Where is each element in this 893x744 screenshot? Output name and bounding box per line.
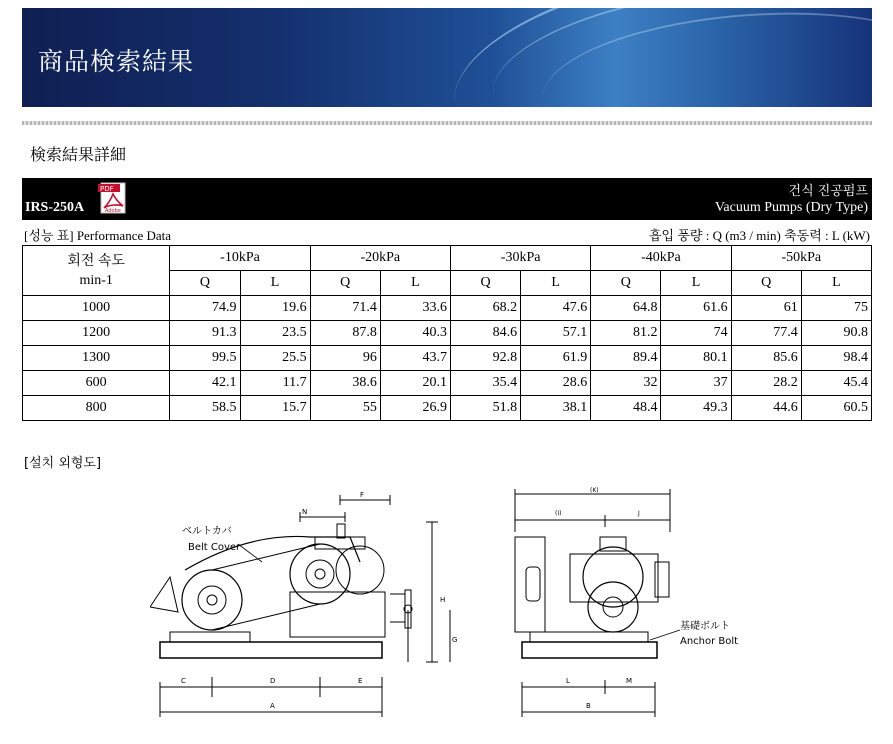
dim-j: J xyxy=(638,510,640,517)
dotted-divider xyxy=(22,121,872,125)
value-cell: 84.6 xyxy=(450,321,520,346)
product-model: IRS-250A xyxy=(25,200,85,215)
value-cell: 25.5 xyxy=(240,346,310,371)
value-cell: 37 xyxy=(661,371,731,396)
pressure-header: -40kPa xyxy=(591,246,731,271)
table-row xyxy=(23,296,872,321)
speed-header xyxy=(23,246,170,296)
value-cell: 96 xyxy=(310,346,380,371)
dim-a: A xyxy=(270,702,275,710)
l-header: L xyxy=(801,271,871,296)
side-view-drawing xyxy=(150,491,457,717)
speed-header-label: 회전 속도 xyxy=(67,253,125,269)
value-cell: 15.7 xyxy=(240,396,310,421)
dim-k: (K) xyxy=(590,487,599,494)
speed-cell: 600 xyxy=(23,371,170,396)
value-cell: 89.4 xyxy=(591,346,661,371)
value-cell: 35.4 xyxy=(450,371,520,396)
pressure-header: -50kPa xyxy=(731,246,871,271)
value-cell: 61.9 xyxy=(521,346,591,371)
dim-f: F xyxy=(360,491,365,499)
dim-h: H xyxy=(440,596,446,604)
value-cell: 68.2 xyxy=(450,296,520,321)
performance-title: [성능 표] Performance Data xyxy=(24,228,172,243)
speed-cell: 1200 xyxy=(23,321,170,346)
l-header: L xyxy=(380,271,450,296)
dim-d: D xyxy=(270,677,276,685)
l-header: L xyxy=(240,271,310,296)
value-cell: 80.1 xyxy=(661,346,731,371)
value-cell: 38.6 xyxy=(310,371,380,396)
q-header: Q xyxy=(450,271,520,296)
value-cell: 32 xyxy=(591,371,661,396)
value-cell: 98.4 xyxy=(801,346,871,371)
dim-m: M xyxy=(626,677,633,685)
value-cell: 55 xyxy=(310,396,380,421)
pdf-adobe-icon[interactable] xyxy=(98,182,128,214)
l-header: L xyxy=(661,271,731,296)
value-cell: 42.1 xyxy=(170,371,240,396)
value-cell: 61.6 xyxy=(661,296,731,321)
installation-drawing xyxy=(150,482,750,722)
adobe-label: Adobe xyxy=(105,208,121,214)
value-cell: 48.4 xyxy=(591,396,661,421)
value-cell: 40.3 xyxy=(380,321,450,346)
dim-b: B xyxy=(586,702,591,710)
value-cell: 58.5 xyxy=(170,396,240,421)
value-cell: 74 xyxy=(661,321,731,346)
value-cell: 28.6 xyxy=(521,371,591,396)
value-cell: 60.5 xyxy=(801,396,871,421)
pressure-header: -20kPa xyxy=(310,246,450,271)
performance-units: 흡입 풍량 : Q (m3 / min) 축동력 : L (kW) xyxy=(648,228,870,243)
value-cell: 20.1 xyxy=(380,371,450,396)
speed-cell: 1000 xyxy=(23,296,170,321)
value-cell: 87.8 xyxy=(310,321,380,346)
value-cell: 44.6 xyxy=(731,396,801,421)
value-cell: 75 xyxy=(801,296,871,321)
value-cell: 51.8 xyxy=(450,396,520,421)
value-cell: 38.1 xyxy=(521,396,591,421)
speed-cell: 800 xyxy=(23,396,170,421)
product-header xyxy=(22,178,872,220)
value-cell: 61 xyxy=(731,296,801,321)
q-header: Q xyxy=(731,271,801,296)
anchor-bolt-en-label: Anchor Bolt xyxy=(680,636,739,647)
value-cell: 45.4 xyxy=(801,371,871,396)
page-banner xyxy=(22,8,872,107)
pressure-header: -10kPa xyxy=(170,246,310,271)
dim-c: C xyxy=(181,677,186,685)
value-cell: 64.8 xyxy=(591,296,661,321)
value-cell: 23.5 xyxy=(240,321,310,346)
category-korean: 건식 진공펌프 xyxy=(788,184,868,199)
table-row xyxy=(23,321,872,346)
table-row xyxy=(23,346,872,371)
value-cell: 90.8 xyxy=(801,321,871,346)
value-cell: 26.9 xyxy=(380,396,450,421)
value-cell: 81.2 xyxy=(591,321,661,346)
value-cell: 33.6 xyxy=(380,296,450,321)
value-cell: 77.4 xyxy=(731,321,801,346)
section-title: 検索結果詳細 xyxy=(30,145,127,164)
l-header: L xyxy=(521,271,591,296)
performance-caption xyxy=(22,224,872,242)
value-cell: 11.7 xyxy=(240,371,310,396)
q-header: Q xyxy=(310,271,380,296)
value-cell: 43.7 xyxy=(380,346,450,371)
value-cell: 74.9 xyxy=(170,296,240,321)
pressure-header-row xyxy=(23,246,872,271)
dim-e: E xyxy=(358,677,363,685)
dim-l: L xyxy=(566,677,570,685)
pressure-header: -30kPa xyxy=(450,246,590,271)
pdf-label: PDF xyxy=(100,185,114,193)
value-cell: 49.3 xyxy=(661,396,731,421)
page-title: 商品検索結果 xyxy=(38,47,195,76)
speed-cell: 1300 xyxy=(23,346,170,371)
value-cell: 92.8 xyxy=(450,346,520,371)
performance-table xyxy=(22,245,872,421)
value-cell: 71.4 xyxy=(310,296,380,321)
value-cell: 47.6 xyxy=(521,296,591,321)
belt-cover-en-label: Belt Cover xyxy=(188,542,241,553)
dim-i: (I) xyxy=(555,510,562,517)
value-cell: 99.5 xyxy=(170,346,240,371)
value-cell: 28.2 xyxy=(731,371,801,396)
value-cell: 19.6 xyxy=(240,296,310,321)
dim-g: G xyxy=(452,636,458,644)
value-cell: 57.1 xyxy=(521,321,591,346)
belt-cover-jp-label: ベルトカバ xyxy=(182,526,232,537)
anchor-bolt-jp-label: 基礎ボルト xyxy=(680,621,730,632)
dim-n: N xyxy=(302,508,308,516)
category-english: Vacuum Pumps (Dry Type) xyxy=(714,200,868,215)
table-row xyxy=(23,396,872,421)
value-cell: 85.6 xyxy=(731,346,801,371)
q-header: Q xyxy=(591,271,661,296)
front-view-drawing xyxy=(515,487,738,717)
speed-unit: min-1 xyxy=(79,272,113,288)
installation-title: [설치 외형도] xyxy=(24,456,102,471)
table-row xyxy=(23,371,872,396)
q-header: Q xyxy=(170,271,240,296)
value-cell: 91.3 xyxy=(170,321,240,346)
